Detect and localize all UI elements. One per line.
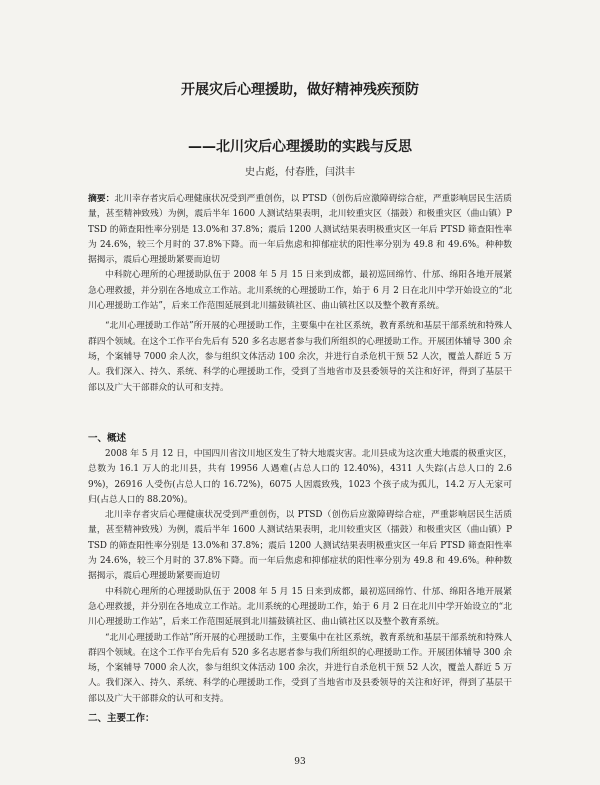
paper-authors: 史占彪，付春胜，闫洪丰 — [245, 167, 355, 178]
abstract-label: 摘要： — [88, 194, 115, 204]
section-2-heading: 二、主要工作： — [88, 713, 155, 725]
intro-paragraph-2: “北川心理援助工作站”所开展的心理援助工作，主要集中在社区系统，教育系统和基层干部系统和特殊人群四个领域。在这个工作平台先后有 520 多名志愿者参与我们所组织的心理援助工作。开展团体辅导 300 余场，个案辅导 7000 余人次，参与组织文体活动 100 余次，并进行自杀危机干预 52 人次，覆盖人群近 5 万人。我们深入、持久、系统、科学的心理援助工作，受到了当地省市及县委领导的关注和好评，得到了基层干部以及广大干部群众的认可和支持。 — [88, 321, 512, 393]
section-1-paragraph-2: 北川幸存者灾后心理健康状况受到严重创伤，以 PTSD（创伤后应激障碍综合症，严重影响居民生活质量，甚至精神致残）为例，震后半年 1600 人测试结果表明，北川较重灾区（擂鼓）和极重灾区（曲山镇）PTSD 的筛查阳性率分别是 13.0%和 37.8%；震后 1200 人测试结果表明极重灾区一年后 PTSD 筛查阳性率为 24.6%，较三个月时的 37.8%下降。而一年后焦虑和抑郁症状的阳性率分别为 49.8 和 49.6%。种种数据揭示，震后心理援助紧要而迫切 — [88, 510, 512, 582]
section-1 — [88, 430, 512, 724]
abstract-block — [88, 192, 512, 396]
section-1-paragraph-3: 中科院心理所的心理援助队伍于 2008 年 5 月 15 日来到成都，最初巡回绵竹、什邡、绵阳各地开展紧急心理救援，并分别在各地成立工作站。北川系统的心理援助工作，始于 6 月 2 日在北川中学开始设立的“北川心理援助工作站”，后来工作范围延展到北川擂鼓镇社区、曲山镇社区以及整个教育系统。 — [88, 586, 512, 628]
section-1-paragraph-4: “北川心理援助工作站”所开展的心理援助工作，主要集中在社区系统，教育系统和基层干部系统和特殊人群四个领域。在这个工作平台先后有 520 多名志愿者参与我们所组织的心理援助工作。开展团体辅导 300 余场，个案辅导 7000 余人次，参与组织文体活动 100 余次，并进行自杀危机干预 52 人次，覆盖人群近 5 万人。我们深入、持久、系统、科学的心理援助工作，受到了当地省市及县委领导的关注和好评，得到了基层干部以及广大干部群众的认可和支持。 — [88, 632, 512, 704]
section-1-heading: 一、概述 — [88, 433, 127, 444]
section-1-paragraph-1: 2008 年 5 月 12 日，中国四川省汶川地区发生了特大地震灾害。北川县成为这次重大地震的极重灾区，总数为 16.1 万人的北川县，共有 19956 人遇难(占总人口的 12.40%)，4311 人失踪(占总人口的 2.69%)，26916 人受伤(占总人口的 16.72%)，6075 人因震致残，1023 个孩子成为孤儿，14.2 万人无家可归(占总人口的 88.20%)。 — [88, 449, 512, 505]
abstract-text: 北川幸存者灾后心理健康状况受到严重创伤，以 PTSD（创伤后应激障碍综合症，严重影响居民生活质量，甚至精神致残）为例，震后半年 1600 人测试结果表明，北川较重灾区（擂鼓）和极重灾区（曲山镇）PTSD 的筛查阳性率分别是 13.0%和 37.8%；震后 1200 人测试结果表明极重灾区一年后 PTSD 筛查阳性率为 24.6%，较三个月时的 37.8%下降。而一年后焦虑和抑郁症状的阳性率分别为 49.8 和 49.6%。种种数据揭示，震后心理援助紧要而迫切 — [88, 194, 512, 266]
abstract-paragraph — [88, 192, 512, 268]
intro-paragraph-1: 中科院心理所的心理援助队伍于 2008 年 5 月 15 日来到成都，最初巡回绵竹、什邡、绵阳各地开展紧急心理救援，并分别在各地成立工作站。北川系统的心理援助工作，始于 6 月 2 日在北川中学开始设立的“北川心理援助工作站”，后来工作范围延展到北川擂鼓镇社区、曲山镇社区以及整个教育系统。 — [88, 270, 512, 312]
paper-title: 开展灾后心理援助，做好精神残疾预防 — [181, 82, 419, 98]
paper-subtitle: ——北川灾后心理援助的实践与反思 — [188, 139, 412, 155]
page-number: 93 — [294, 757, 306, 767]
